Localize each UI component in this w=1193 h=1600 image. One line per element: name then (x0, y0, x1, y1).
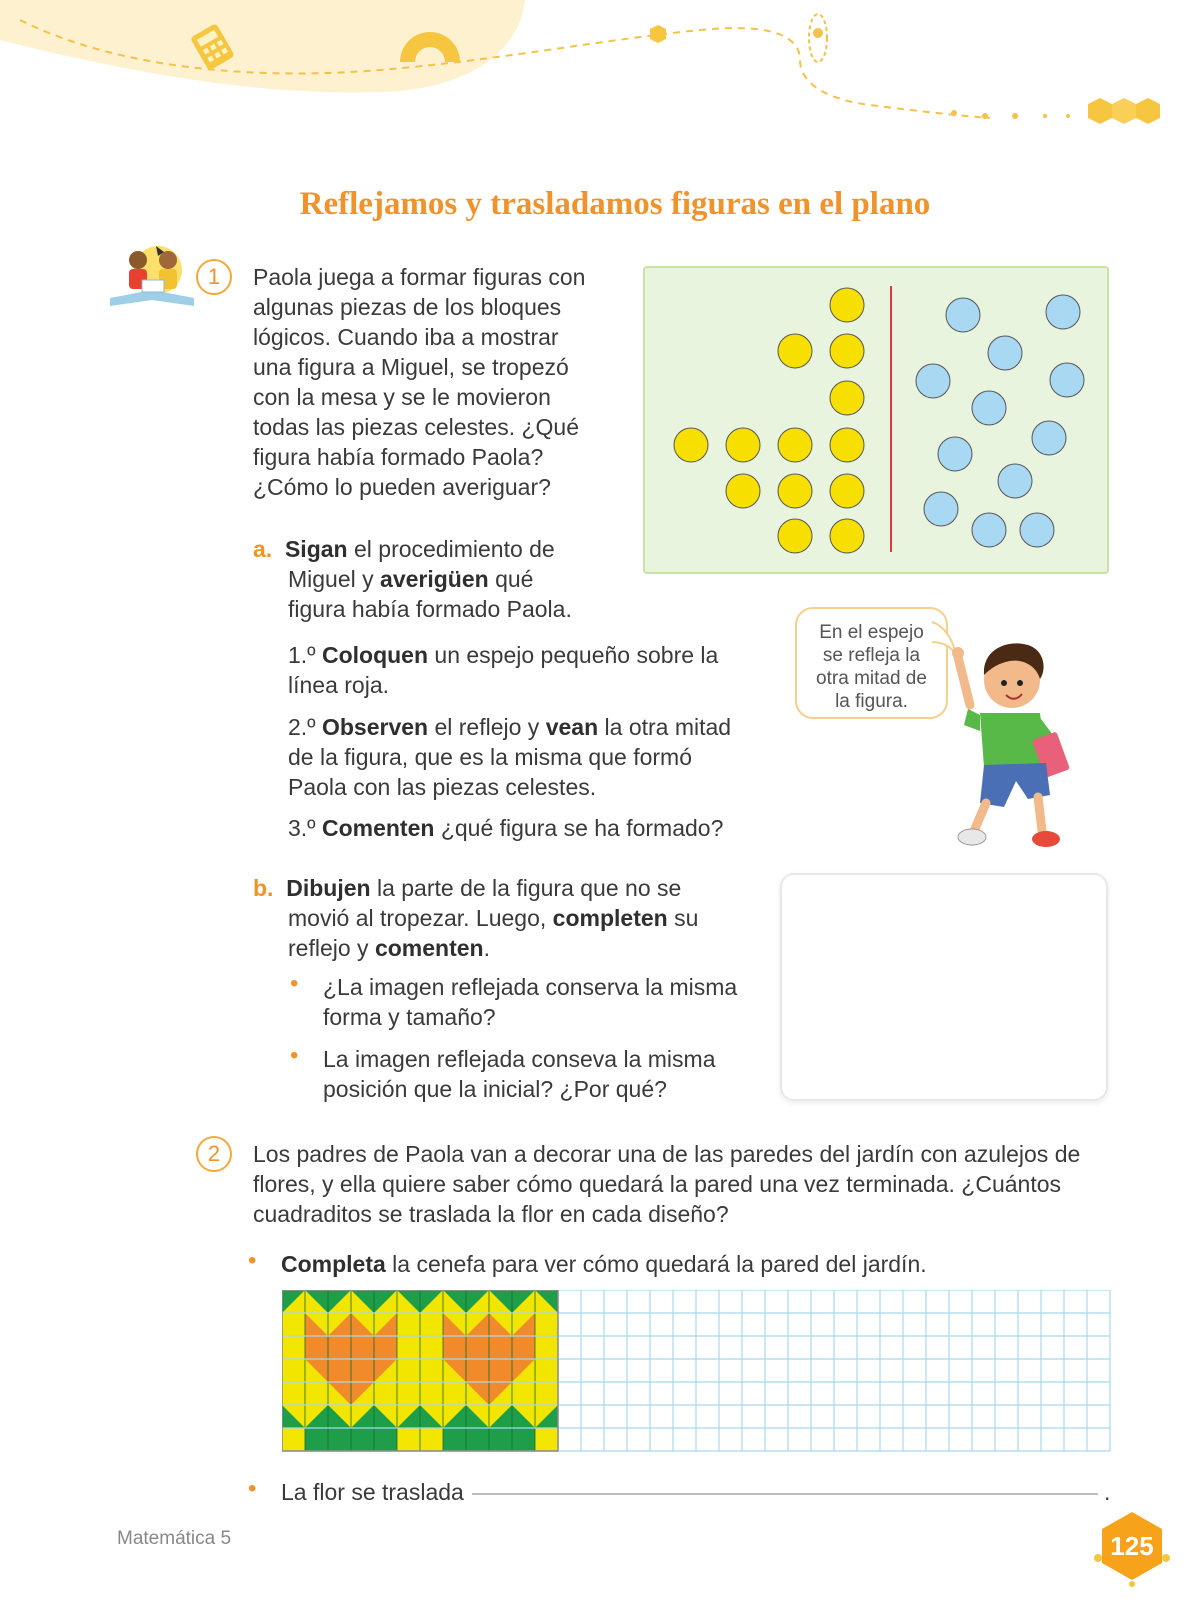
yellow-piece (726, 428, 760, 462)
tile-yellow-square (397, 1428, 420, 1451)
text: forma y tamaño? (323, 1004, 496, 1030)
yellow-piece (778, 334, 812, 368)
text: la cenefa para ver cómo quedará la pared del jardín. (385, 1251, 927, 1277)
q1-line: algunas piezas de los bloques (253, 294, 562, 320)
keyword: completen (552, 905, 668, 931)
step-number: 2.º (288, 714, 322, 740)
blue-piece (1032, 421, 1066, 455)
frieze-grid[interactable] (282, 1290, 1112, 1454)
step-2 (288, 712, 731, 802)
yellow-piece (830, 428, 864, 462)
q2-line: Los padres de Paola van a decorar una de las paredes del jardín con azulejos de (253, 1141, 1081, 1167)
yellow-piece (674, 428, 708, 462)
bullet-icon: • (248, 1475, 257, 1502)
keyword: averigüen (380, 566, 489, 592)
blue-piece (1050, 363, 1084, 397)
text: la parte de la figura que no se (370, 875, 682, 901)
boy-illustration (950, 635, 1080, 860)
item-letter-a: a. (253, 536, 273, 562)
keyword: Observen (321, 714, 429, 740)
bullet-icon: • (248, 1247, 257, 1274)
logic-blocks-panel (643, 266, 1109, 574)
paperclip-icon (809, 14, 827, 62)
blue-piece (1046, 295, 1080, 329)
text: línea roja. (288, 672, 390, 698)
question-number-2: 2 (196, 1136, 232, 1172)
blue-piece (946, 298, 980, 332)
blue-piece (916, 364, 950, 398)
q1-line: ¿Cómo lo pueden averiguar? (253, 474, 551, 500)
tile-yellow-square (535, 1428, 558, 1451)
q1-b-bullet-1 (323, 972, 737, 1032)
text: Paola con las piezas celestes. (288, 774, 597, 800)
yellow-piece (830, 334, 864, 368)
blue-piece (972, 513, 1006, 547)
q2-line: flores, y ella quiere saber cómo quedará la pared una vez terminada. ¿Cuántos (253, 1171, 1062, 1197)
text: ¿La imagen reflejada conserva la misma (323, 974, 738, 1000)
step-3 (288, 813, 723, 843)
bubble-line: la figura. (835, 691, 908, 712)
answer-label: La flor se traslada (281, 1479, 464, 1505)
text: qué (488, 566, 534, 592)
yellow-piece (726, 474, 760, 508)
keyword: Dibujen (286, 875, 371, 901)
cube-icon (650, 25, 666, 43)
text: ¿qué figura se ha formado? (434, 815, 724, 841)
step-1 (288, 640, 718, 700)
keyword: Completa (281, 1251, 386, 1277)
yellow-piece (830, 288, 864, 322)
bullet-icon: • (290, 1042, 299, 1069)
q1-line: una figura a Miguel, se tropezó (253, 354, 569, 380)
step-number: 1.º (288, 642, 322, 668)
yellow-piece (778, 519, 812, 553)
page-title: Reflejamos y trasladamos figuras en el plano (299, 186, 931, 222)
step-number: 3.º (288, 815, 322, 841)
keyword: Sigan (284, 536, 348, 562)
tile-yellow-square (420, 1428, 443, 1451)
q1-a-line (253, 564, 572, 594)
book-title: Matemática 5 (117, 1528, 232, 1549)
q2-statement (253, 1139, 1080, 1229)
text: la otra mitad (598, 714, 732, 740)
q1-statement (253, 262, 585, 502)
text: un espejo pequeño sobre la (428, 642, 719, 668)
drawing-area[interactable] (780, 873, 1108, 1101)
bubble-line: se refleja la (822, 645, 921, 666)
speech-bubble (795, 607, 948, 719)
q1-b-instruction (253, 873, 698, 963)
keyword: vean (545, 714, 599, 740)
q1-b-bullet-2 (323, 1044, 715, 1104)
text: su (667, 905, 699, 931)
q1-a-line: figura había formado Paola. (288, 596, 572, 622)
tile-yellow-square (282, 1428, 305, 1451)
text: posición que la inicial? ¿Por qué? (323, 1076, 667, 1102)
text: el reflejo y (428, 714, 546, 740)
blue-piece (998, 464, 1032, 498)
q2-line: cuadraditos se traslada la flor en cada diseño? (253, 1201, 729, 1227)
yellow-piece (830, 519, 864, 553)
kids-reading-icon (108, 240, 196, 308)
header-decoration (0, 0, 1193, 140)
q2-task (281, 1249, 927, 1279)
logic-blocks-figure (645, 268, 1107, 572)
keyword: comenten (374, 935, 484, 961)
yellow-piece (830, 474, 864, 508)
item-letter-b: b. (253, 875, 274, 901)
blue-piece (924, 492, 958, 526)
yellow-piece (778, 474, 812, 508)
keyword: Coloquen (321, 642, 429, 668)
q1-line: todas las piezas celestes. ¿Qué (253, 414, 579, 440)
q1-line: figura había formado Paola? (253, 444, 544, 470)
bubble-line: En el espejo (819, 622, 924, 643)
blue-piece (938, 437, 972, 471)
keyword: Comenten (321, 815, 435, 841)
text: La imagen reflejada conseva la misma (323, 1046, 716, 1072)
blue-piece (988, 336, 1022, 370)
text: Miguel y (288, 566, 381, 592)
bullet-icon: • (290, 970, 299, 997)
answer-end: . (1104, 1479, 1111, 1505)
blue-piece (972, 391, 1006, 425)
cubes-icon (1088, 98, 1160, 124)
answer-line[interactable] (472, 1493, 1098, 1495)
q1-line: lógicos. Cuando iba a mostrar (253, 324, 559, 350)
page-number: 125 (1110, 1531, 1154, 1561)
q1-a-instruction (253, 534, 572, 624)
page-number-badge (1092, 1508, 1172, 1588)
q1-line: con la mesa y se le movieron (253, 384, 551, 410)
text: reflejo y (288, 935, 375, 961)
text: . (483, 935, 490, 961)
yellow-piece (830, 381, 864, 415)
text: el procedimiento de (347, 536, 555, 562)
question-number-1: 1 (196, 259, 232, 295)
q1-line: Paola juega a formar figuras con (253, 264, 586, 290)
blue-piece (1020, 513, 1054, 547)
yellow-piece (778, 428, 812, 462)
text: de la figura, que es la misma que formó (288, 744, 692, 770)
q1-a-line (253, 534, 572, 564)
text: movió al tropezar. Luego, (288, 905, 553, 931)
bubble-line: otra mitad de (816, 668, 927, 689)
